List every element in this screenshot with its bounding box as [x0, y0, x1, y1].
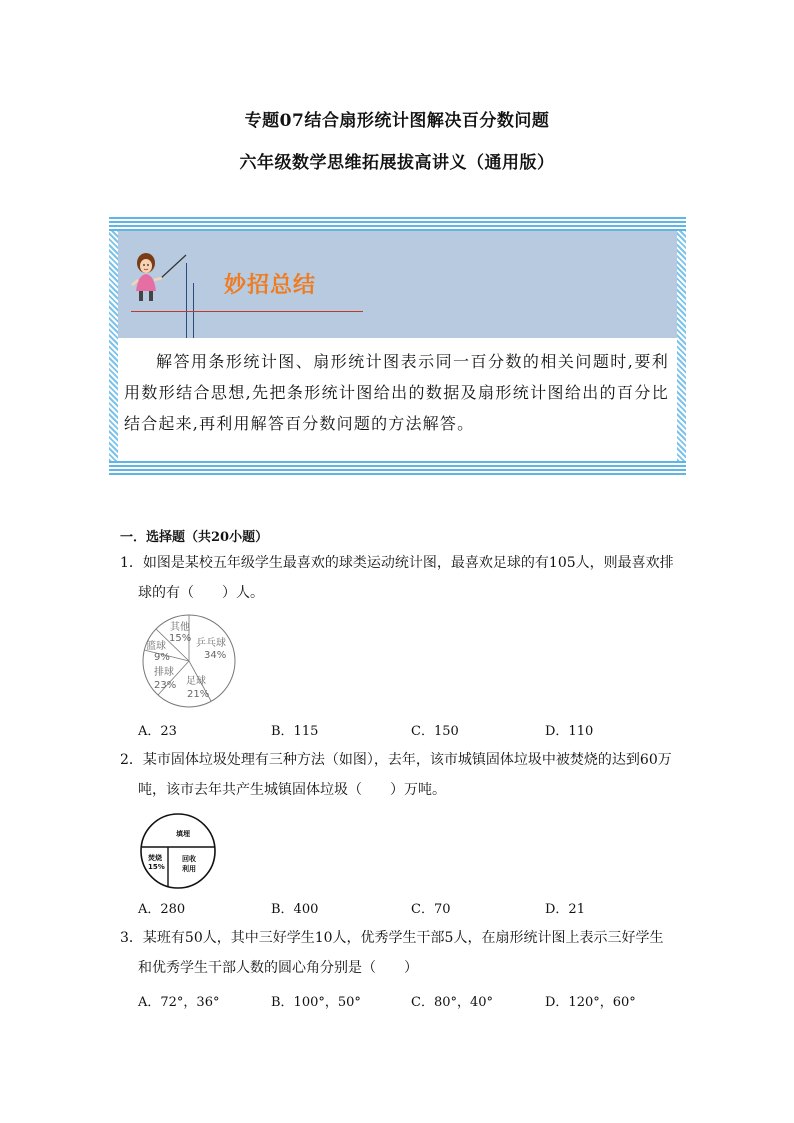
header-divider-line	[193, 283, 194, 345]
option-c[interactable]: C．150	[411, 724, 459, 739]
pie-pct-basketball: 9%	[154, 652, 170, 663]
tips-box-left-border	[109, 231, 118, 461]
question-text: 某市固体垃圾处理有三种方法（如图），去年，该市城镇固体垃圾中被焚烧的达到60万	[142, 752, 672, 768]
question-number: 3．	[120, 930, 143, 946]
question-1	[120, 548, 680, 608]
q1-pie-chart	[140, 612, 240, 710]
pie-label-football: 足球	[186, 676, 206, 687]
pie-label-basketball: 篮球	[146, 641, 166, 652]
option-c[interactable]: C．80°，40°	[411, 995, 494, 1010]
pie2-label-burn: 焚烧	[148, 854, 162, 862]
page-title: 专题07结合扇形统计图解决百分数问题	[244, 111, 550, 131]
pie-pct-football: 21%	[187, 689, 210, 700]
tips-box-bottom-border	[109, 461, 686, 475]
option-b[interactable]: B．100°，50°	[271, 995, 361, 1010]
tips-text: 解答用条形统计图、扇形统计图表示同一百分数的相关问题时,要利用数形结合思想,先把条形统计图给出的数据及扇形统计图给出的百分比结合起来,再利用解答百分数问题的方法解答。	[124, 352, 669, 433]
pie2-pct-burn: 15%	[148, 863, 165, 871]
q2-pie-chart	[136, 812, 222, 890]
option-a[interactable]: A．23	[138, 724, 177, 739]
question-text-cont: 吨，该市去年共产生城镇固体垃圾（ ）万吨。	[138, 782, 446, 798]
pie-pct-volleyball: 23%	[154, 680, 177, 691]
question-number: 2．	[120, 752, 143, 768]
pie-pct-pingpong: 34%	[204, 650, 227, 661]
tips-box-header	[118, 231, 677, 338]
question-number: 1．	[120, 555, 143, 571]
pie2-label-recycle-2: 利用	[182, 865, 196, 873]
option-a[interactable]: A．72°，36°	[138, 995, 220, 1010]
header-divider-line	[186, 263, 187, 345]
pie-label-pingpong: 乒乓球	[196, 638, 226, 649]
tips-body	[118, 338, 677, 461]
option-d[interactable]: D．120°，60°	[545, 995, 636, 1010]
option-d[interactable]: D．110	[545, 724, 594, 739]
question-text-cont: 球的有（ ）人。	[138, 585, 264, 601]
option-b[interactable]: B．400	[271, 902, 319, 917]
option-d[interactable]: D．21	[545, 902, 585, 917]
pie-label-volleyball: 排球	[154, 667, 174, 678]
question-2	[120, 745, 680, 805]
pie-label-other: 其他	[170, 622, 190, 633]
question-3	[120, 923, 680, 983]
option-b[interactable]: B．115	[271, 724, 319, 739]
tips-heading: 妙招总结	[224, 273, 317, 298]
tips-box-right-border	[677, 231, 686, 461]
tips-box-top-border	[109, 217, 686, 231]
header-underline	[131, 311, 363, 312]
teacher-icon	[130, 249, 188, 305]
page-subtitle: 六年级数学思维拓展拔高讲义（通用版）	[239, 153, 555, 173]
section-title: 一．选择题（共20小题）	[120, 530, 269, 545]
option-a[interactable]: A．280	[138, 902, 186, 917]
tips-box	[109, 217, 686, 475]
pie2-label-landfill: 填埋	[176, 830, 190, 838]
option-c[interactable]: C．70	[411, 902, 451, 917]
pie-pct-other: 15%	[169, 633, 192, 644]
question-text: 某班有50人，其中三好学生10人，优秀学生干部5人，在扇形统计图上表示三好学生	[142, 930, 664, 946]
question-text: 如图是某校五年级学生最喜欢的球类运动统计图，最喜欢足球的有105人，则最喜欢排	[142, 555, 674, 571]
question-text-cont: 和优秀学生干部人数的圆心角分别是（ ）	[138, 960, 418, 976]
pie2-label-recycle: 回收	[182, 855, 196, 863]
